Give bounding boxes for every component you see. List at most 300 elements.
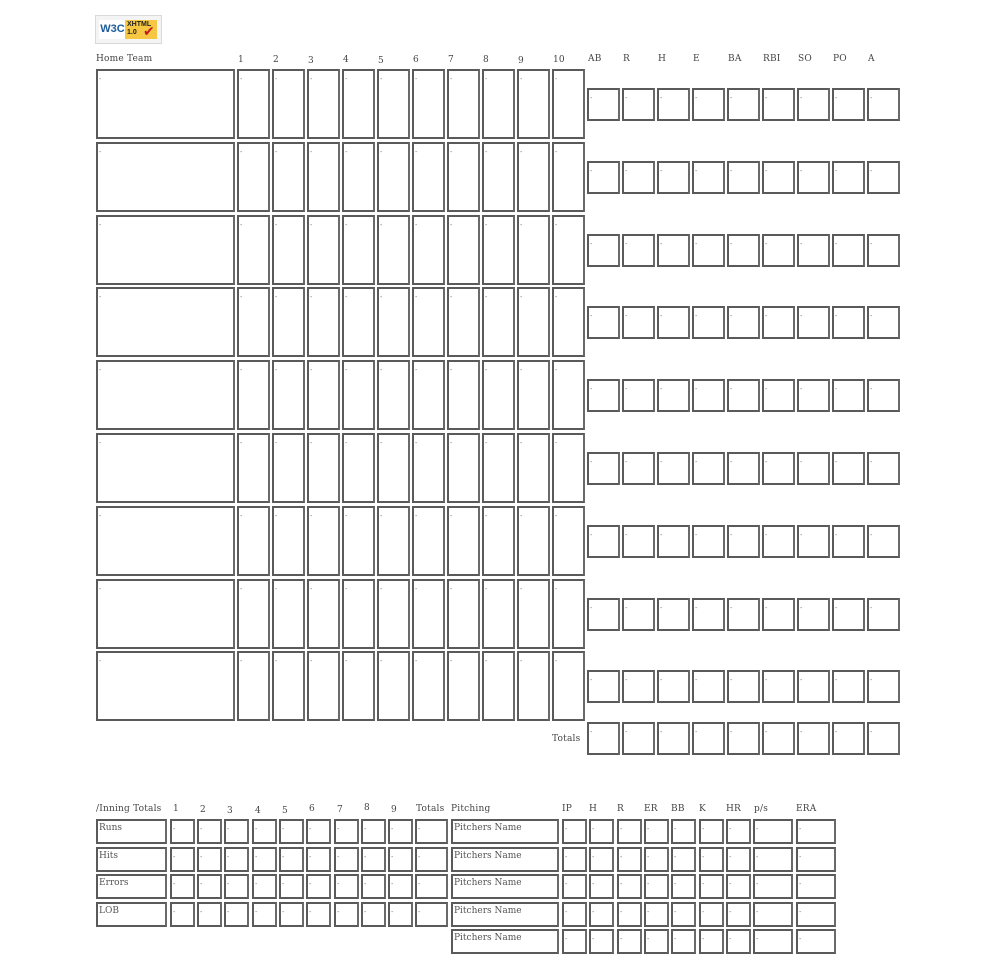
stat-po-field[interactable] — [832, 306, 865, 339]
pitcher-er-field[interactable] — [644, 929, 669, 954]
errors-inning-1-field[interactable] — [170, 874, 195, 899]
hits-inning-4-field[interactable] — [252, 847, 277, 872]
errors-inning-8-field[interactable] — [361, 874, 386, 899]
inning-2-field[interactable] — [272, 579, 305, 649]
inning-1-field[interactable] — [237, 506, 270, 576]
inning-1-field[interactable] — [237, 142, 270, 212]
stat-ab-field[interactable] — [587, 306, 620, 339]
inning-2-field[interactable] — [272, 142, 305, 212]
inning-6-field[interactable] — [412, 69, 445, 139]
stat-h-field[interactable] — [657, 234, 690, 267]
inning-3-field[interactable] — [307, 215, 340, 285]
inning-7-field[interactable] — [447, 506, 480, 576]
player-name-field[interactable] — [96, 433, 235, 503]
errors-inning-5-field[interactable] — [279, 874, 304, 899]
stat-h-field[interactable] — [657, 598, 690, 631]
total-r-field[interactable] — [622, 722, 655, 755]
inning-10-field[interactable] — [552, 506, 585, 576]
stat-a-field[interactable] — [867, 88, 900, 121]
field-placeholder: - — [695, 385, 698, 393]
inning-2-field[interactable] — [272, 215, 305, 285]
stat-e-field[interactable] — [692, 88, 725, 121]
player-name-field[interactable] — [96, 215, 235, 285]
stat-ba-field[interactable] — [727, 88, 760, 121]
field-placeholder: - — [485, 585, 488, 593]
hits-inning-6-field[interactable] — [306, 847, 331, 872]
inning-5-field[interactable] — [377, 287, 410, 357]
inning-3-field[interactable] — [307, 579, 340, 649]
runs-inning-9-field[interactable] — [388, 819, 413, 844]
stat-a-field[interactable] — [867, 670, 900, 703]
inning-2-field[interactable] — [272, 287, 305, 357]
pitcher-h-field[interactable] — [589, 874, 614, 899]
inning-5-field[interactable] — [377, 433, 410, 503]
stat-ba-field[interactable] — [727, 598, 760, 631]
pitcher-era-field[interactable] — [796, 902, 836, 927]
pitcher-er-field[interactable] — [644, 819, 669, 844]
row-label-lob[interactable] — [96, 902, 167, 927]
pitcher-era-field[interactable] — [796, 819, 836, 844]
inning-6-field[interactable] — [412, 360, 445, 430]
lob-inning-1-field[interactable] — [170, 902, 195, 927]
stat-so-field[interactable] — [797, 306, 830, 339]
runs-inning-8-field[interactable] — [361, 819, 386, 844]
inning-1-field[interactable] — [237, 360, 270, 430]
inning-4-field[interactable] — [342, 69, 375, 139]
pitcher-p-s-field[interactable] — [753, 819, 793, 844]
pitcher-er-field[interactable] — [644, 902, 669, 927]
pitcher-k-field[interactable] — [699, 902, 724, 927]
stat-rbi-field[interactable] — [762, 306, 795, 339]
stat-ab-field[interactable] — [587, 598, 620, 631]
field-placeholder: - — [345, 585, 348, 593]
pitcher-name-field[interactable] — [451, 847, 559, 872]
lob-total-field[interactable] — [415, 902, 448, 927]
pitcher-k-field[interactable] — [699, 819, 724, 844]
hits-inning-1-field[interactable] — [170, 847, 195, 872]
total-h-field[interactable] — [657, 722, 690, 755]
pitcher-hr-field[interactable] — [726, 902, 751, 927]
stat-rbi-field[interactable] — [762, 598, 795, 631]
inning-6-field[interactable] — [412, 142, 445, 212]
stat-e-field[interactable] — [692, 452, 725, 485]
pitcher-r-field[interactable] — [617, 819, 642, 844]
stat-so-field[interactable] — [797, 452, 830, 485]
inning-5-field[interactable] — [377, 142, 410, 212]
stat-a-field[interactable] — [867, 452, 900, 485]
runs-inning-5-field[interactable] — [279, 819, 304, 844]
inning-7-field[interactable] — [447, 651, 480, 721]
inning-6-field[interactable] — [412, 651, 445, 721]
pitcher-r-field[interactable] — [617, 929, 642, 954]
inning-9-field[interactable] — [517, 215, 550, 285]
stat-ab-field[interactable] — [587, 161, 620, 194]
stat-ba-field[interactable] — [727, 306, 760, 339]
pitcher-h-field[interactable] — [589, 819, 614, 844]
pitcher-name-field[interactable] — [451, 929, 559, 954]
inning-2-field[interactable] — [272, 433, 305, 503]
inning-10-field[interactable] — [552, 579, 585, 649]
stat-e-field[interactable] — [692, 234, 725, 267]
stat-r-field[interactable] — [622, 234, 655, 267]
runs-inning-4-field[interactable] — [252, 819, 277, 844]
stat-ab-field[interactable] — [587, 88, 620, 121]
field-placeholder: - — [227, 880, 230, 888]
runs-inning-7-field[interactable] — [334, 819, 359, 844]
inning-10-field[interactable] — [552, 287, 585, 357]
pitcher-bb-field[interactable] — [671, 929, 696, 954]
inning-9-field[interactable] — [517, 651, 550, 721]
inning-6-field[interactable] — [412, 287, 445, 357]
field-placeholder: - — [870, 240, 873, 248]
inning-3-field[interactable] — [307, 433, 340, 503]
pitcher-hr-field[interactable] — [726, 847, 751, 872]
pitcher-ip-field[interactable] — [562, 929, 587, 954]
inning-5-field[interactable] — [377, 215, 410, 285]
inning-8-field[interactable] — [482, 287, 515, 357]
inning-2-field[interactable] — [272, 69, 305, 139]
stat-po-field[interactable] — [832, 598, 865, 631]
row-label-runs[interactable] — [96, 819, 167, 844]
stat-so-field[interactable] — [797, 598, 830, 631]
pitcher-bb-field[interactable] — [671, 874, 696, 899]
inning-4-field[interactable] — [342, 579, 375, 649]
stat-ab-field[interactable] — [587, 234, 620, 267]
pitcher-ip-field[interactable] — [562, 819, 587, 844]
pitcher-k-field[interactable] — [699, 929, 724, 954]
player-name-field[interactable] — [96, 142, 235, 212]
stat-ba-field[interactable] — [727, 234, 760, 267]
pitcher-bb-field[interactable] — [671, 819, 696, 844]
total-a-field[interactable] — [867, 722, 900, 755]
stat-po-field[interactable] — [832, 379, 865, 412]
total-rbi-field[interactable] — [762, 722, 795, 755]
inning-2-field[interactable] — [272, 506, 305, 576]
pitcher-p-s-field[interactable] — [753, 847, 793, 872]
lob-inning-5-field[interactable] — [279, 902, 304, 927]
pitcher-r-field[interactable] — [617, 874, 642, 899]
inning-5-field[interactable] — [377, 360, 410, 430]
total-so-field[interactable] — [797, 722, 830, 755]
total-ba-field[interactable] — [727, 722, 760, 755]
stat-a-field[interactable] — [867, 306, 900, 339]
inning-1-field[interactable] — [237, 287, 270, 357]
inning-1-field[interactable] — [237, 651, 270, 721]
stat-r-field[interactable] — [622, 161, 655, 194]
hits-inning-2-field[interactable] — [197, 847, 222, 872]
stat-rbi-field[interactable] — [762, 379, 795, 412]
pitcher-name-field[interactable] — [451, 819, 559, 844]
pitcher-bb-field[interactable] — [671, 847, 696, 872]
pitcher-r-field[interactable] — [617, 847, 642, 872]
player-name-field[interactable] — [96, 69, 235, 139]
player-name-field[interactable] — [96, 579, 235, 649]
pitcher-r-field[interactable] — [617, 902, 642, 927]
inning-8-field[interactable] — [482, 360, 515, 430]
stat-rbi-field[interactable] — [762, 161, 795, 194]
inning-4-field[interactable] — [342, 360, 375, 430]
stat-a-field[interactable] — [867, 234, 900, 267]
stat-po-field[interactable] — [832, 670, 865, 703]
inning-8-field[interactable] — [482, 433, 515, 503]
inning-7-field[interactable] — [447, 579, 480, 649]
stat-r-field[interactable] — [622, 670, 655, 703]
hits-inning-9-field[interactable] — [388, 847, 413, 872]
stat-h-field[interactable] — [657, 379, 690, 412]
pitcher-h-field[interactable] — [589, 929, 614, 954]
inning-10-field[interactable] — [552, 69, 585, 139]
stat-h-field[interactable] — [657, 306, 690, 339]
inning-7-field[interactable] — [447, 360, 480, 430]
total-e-field[interactable] — [692, 722, 725, 755]
inning-8-field[interactable] — [482, 215, 515, 285]
stat-po-field[interactable] — [832, 161, 865, 194]
inning-9-field[interactable] — [517, 579, 550, 649]
inning-10-field[interactable] — [552, 142, 585, 212]
inning-1-field[interactable] — [237, 69, 270, 139]
pitcher-hr-field[interactable] — [726, 874, 751, 899]
inning-8-field[interactable] — [482, 579, 515, 649]
inning-8-field[interactable] — [482, 69, 515, 139]
stat-a-field[interactable] — [867, 161, 900, 194]
stat-e-field[interactable] — [692, 598, 725, 631]
inning-3-field[interactable] — [307, 506, 340, 576]
stat-po-field[interactable] — [832, 525, 865, 558]
lob-inning-3-field[interactable] — [224, 902, 249, 927]
runs-inning-2-field[interactable] — [197, 819, 222, 844]
inning-6-field[interactable] — [412, 579, 445, 649]
pitcher-name-field[interactable] — [451, 902, 559, 927]
pitcher-hr-field[interactable] — [726, 819, 751, 844]
pitcher-er-field[interactable] — [644, 874, 669, 899]
pitcher-ip-field[interactable] — [562, 902, 587, 927]
runs-inning-1-field[interactable] — [170, 819, 195, 844]
stat-po-field[interactable] — [832, 88, 865, 121]
errors-total-field[interactable] — [415, 874, 448, 899]
errors-inning-7-field[interactable] — [334, 874, 359, 899]
inning-3-field[interactable] — [307, 287, 340, 357]
stat-e-field[interactable] — [692, 161, 725, 194]
inning-9-field[interactable] — [517, 506, 550, 576]
inning-4-field[interactable] — [342, 287, 375, 357]
inning-7-field[interactable] — [447, 215, 480, 285]
inning-5-field[interactable] — [377, 506, 410, 576]
stat-rbi-field[interactable] — [762, 88, 795, 121]
inning-3-field[interactable] — [307, 360, 340, 430]
inning-7-field[interactable] — [447, 433, 480, 503]
field-placeholder: - — [590, 312, 593, 320]
inning-6-field[interactable] — [412, 215, 445, 285]
inning-10-field[interactable] — [552, 215, 585, 285]
inning-8-field[interactable] — [482, 142, 515, 212]
pitcher-ip-field[interactable] — [562, 874, 587, 899]
pitcher-era-field[interactable] — [796, 929, 836, 954]
stat-rbi-field[interactable] — [762, 234, 795, 267]
inning-5-field[interactable] — [377, 651, 410, 721]
stat-r-field[interactable] — [622, 452, 655, 485]
player-name-field[interactable] — [96, 506, 235, 576]
stat-so-field[interactable] — [797, 670, 830, 703]
field-placeholder: - — [800, 531, 803, 539]
lob-inning-7-field[interactable] — [334, 902, 359, 927]
runs-inning-6-field[interactable] — [306, 819, 331, 844]
stat-r-field[interactable] — [622, 306, 655, 339]
stat-ba-field[interactable] — [727, 452, 760, 485]
stat-ab-field[interactable] — [587, 525, 620, 558]
player-name-field[interactable] — [96, 360, 235, 430]
pitcher-bb-field[interactable] — [671, 902, 696, 927]
stat-r-field[interactable] — [622, 88, 655, 121]
stat-h-field[interactable] — [657, 161, 690, 194]
inning-4-field[interactable] — [342, 142, 375, 212]
inning-7-field[interactable] — [447, 287, 480, 357]
stat-h-field[interactable] — [657, 452, 690, 485]
stat-e-field[interactable] — [692, 379, 725, 412]
w3c-xhtml-badge[interactable] — [95, 15, 162, 44]
inning-9-field[interactable] — [517, 433, 550, 503]
stat-ba-field[interactable] — [727, 379, 760, 412]
inning-9-field[interactable] — [517, 69, 550, 139]
errors-inning-6-field[interactable] — [306, 874, 331, 899]
stat-ab-field[interactable] — [587, 452, 620, 485]
row-label-errors[interactable] — [96, 874, 167, 899]
stat-e-field[interactable] — [692, 306, 725, 339]
lob-inning-9-field[interactable] — [388, 902, 413, 927]
inning-1-field[interactable] — [237, 215, 270, 285]
inning-2-field[interactable] — [272, 651, 305, 721]
stat-e-field[interactable] — [692, 525, 725, 558]
inning-5-field[interactable] — [377, 579, 410, 649]
inning-10-field[interactable] — [552, 433, 585, 503]
inning-5-field[interactable] — [377, 69, 410, 139]
stat-r-field[interactable] — [622, 525, 655, 558]
hits-inning-7-field[interactable] — [334, 847, 359, 872]
stat-po-field[interactable] — [832, 452, 865, 485]
inning-3-field[interactable] — [307, 651, 340, 721]
stat-header-po: PO — [833, 54, 847, 64]
stat-a-field[interactable] — [867, 379, 900, 412]
inning-7-field[interactable] — [447, 69, 480, 139]
errors-inning-4-field[interactable] — [252, 874, 277, 899]
pitcher-er-field[interactable] — [644, 847, 669, 872]
pitcher-k-field[interactable] — [699, 847, 724, 872]
pitcher-hr-field[interactable] — [726, 929, 751, 954]
total-ab-field[interactable] — [587, 722, 620, 755]
inning-4-field[interactable] — [342, 506, 375, 576]
inning-10-field[interactable] — [552, 651, 585, 721]
field-placeholder: - — [555, 439, 558, 447]
lob-inning-2-field[interactable] — [197, 902, 222, 927]
stat-e-field[interactable] — [692, 670, 725, 703]
stat-r-field[interactable] — [622, 379, 655, 412]
pitcher-era-field[interactable] — [796, 847, 836, 872]
lob-inning-4-field[interactable] — [252, 902, 277, 927]
player-name-field[interactable] — [96, 287, 235, 357]
inning-6-field[interactable] — [412, 433, 445, 503]
inning-4-field[interactable] — [342, 215, 375, 285]
stat-so-field[interactable] — [797, 88, 830, 121]
pitcher-ip-field[interactable] — [562, 847, 587, 872]
field-placeholder: - — [625, 167, 628, 175]
inning-6-field[interactable] — [412, 506, 445, 576]
lob-inning-8-field[interactable] — [361, 902, 386, 927]
hits-total-field[interactable] — [415, 847, 448, 872]
inning-1-field[interactable] — [237, 579, 270, 649]
stat-so-field[interactable] — [797, 379, 830, 412]
pitcher-p-s-field[interactable] — [753, 874, 793, 899]
stat-h-field[interactable] — [657, 88, 690, 121]
pitcher-p-s-field[interactable] — [753, 902, 793, 927]
runs-total-field[interactable] — [415, 819, 448, 844]
pitcher-p-s-field[interactable] — [753, 929, 793, 954]
inning-9-field[interactable] — [517, 142, 550, 212]
lob-inning-6-field[interactable] — [306, 902, 331, 927]
row-label-hits[interactable] — [96, 847, 167, 872]
field-placeholder: - — [520, 585, 523, 593]
pitcher-era-field[interactable] — [796, 874, 836, 899]
stat-ba-field[interactable] — [727, 161, 760, 194]
inning-8-field[interactable] — [482, 651, 515, 721]
stat-po-field[interactable] — [832, 234, 865, 267]
errors-inning-2-field[interactable] — [197, 874, 222, 899]
stat-rbi-field[interactable] — [762, 452, 795, 485]
player-name-field[interactable] — [96, 651, 235, 721]
pitcher-h-field[interactable] — [589, 902, 614, 927]
stat-ba-field[interactable] — [727, 525, 760, 558]
stat-a-field[interactable] — [867, 525, 900, 558]
stat-h-field[interactable] — [657, 525, 690, 558]
inning-3-field[interactable] — [307, 142, 340, 212]
stat-r-field[interactable] — [622, 598, 655, 631]
total-po-field[interactable] — [832, 722, 865, 755]
inning-4-field[interactable] — [342, 651, 375, 721]
inning-4-field[interactable] — [342, 433, 375, 503]
stat-ab-field[interactable] — [587, 670, 620, 703]
runs-inning-3-field[interactable] — [224, 819, 249, 844]
stat-rbi-field[interactable] — [762, 525, 795, 558]
pitcher-h-field[interactable] — [589, 847, 614, 872]
stat-a-field[interactable] — [867, 598, 900, 631]
inning-2-field[interactable] — [272, 360, 305, 430]
inning-9-field[interactable] — [517, 360, 550, 430]
pitcher-k-field[interactable] — [699, 874, 724, 899]
errors-inning-3-field[interactable] — [224, 874, 249, 899]
inning-header-4: 4 — [343, 55, 349, 65]
hits-inning-5-field[interactable] — [279, 847, 304, 872]
field-placeholder: - — [418, 853, 421, 861]
stat-so-field[interactable] — [797, 234, 830, 267]
inning-8-field[interactable] — [482, 506, 515, 576]
field-placeholder: - — [555, 75, 558, 83]
stat-ab-field[interactable] — [587, 379, 620, 412]
pitcher-name-field[interactable] — [451, 874, 559, 899]
stat-so-field[interactable] — [797, 161, 830, 194]
field-placeholder: - — [730, 604, 733, 612]
hits-inning-8-field[interactable] — [361, 847, 386, 872]
inning-9-field[interactable] — [517, 287, 550, 357]
stat-ba-field[interactable] — [727, 670, 760, 703]
inning-10-field[interactable] — [552, 360, 585, 430]
hits-inning-3-field[interactable] — [224, 847, 249, 872]
stat-rbi-field[interactable] — [762, 670, 795, 703]
inning-7-field[interactable] — [447, 142, 480, 212]
stat-h-field[interactable] — [657, 670, 690, 703]
field-placeholder: - — [240, 512, 243, 520]
stat-so-field[interactable] — [797, 525, 830, 558]
inning-1-field[interactable] — [237, 433, 270, 503]
errors-inning-9-field[interactable] — [388, 874, 413, 899]
inning-3-field[interactable] — [307, 69, 340, 139]
